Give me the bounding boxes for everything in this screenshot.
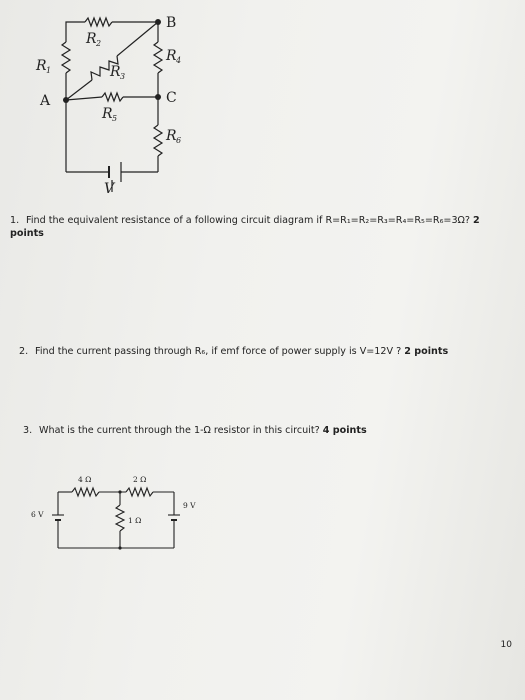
label-6-volt: 6 V	[31, 510, 44, 519]
label-c: C	[166, 90, 177, 106]
node-a	[63, 97, 69, 103]
page-number: 10	[500, 640, 512, 650]
question-number: 1.	[10, 215, 20, 226]
question-points: 4 points	[322, 425, 367, 436]
label-r2: R	[86, 31, 97, 47]
label-1-ohm: 1 Ω	[128, 516, 142, 525]
circuit-diagram-1	[0, 0, 525, 210]
label-r1-sub: 1	[46, 66, 52, 75]
question-number: 2.	[19, 346, 29, 357]
label-r3: R	[110, 64, 121, 80]
label-r3-sub: 3	[120, 72, 126, 81]
label-a: A	[40, 93, 51, 109]
label-2-ohm: 2 Ω	[133, 475, 147, 484]
node-b	[155, 19, 161, 25]
label-r6: R	[166, 128, 177, 144]
question-1	[10, 214, 515, 240]
question-number: 3.	[23, 425, 33, 436]
label-4-ohm: 4 Ω	[78, 475, 92, 484]
question-points: 2 points	[404, 346, 449, 357]
question-2	[19, 345, 509, 358]
label-r4: R	[166, 48, 177, 64]
question-3	[23, 424, 513, 437]
label-r4-sub: 4	[176, 56, 182, 65]
label-r5: R	[102, 106, 113, 122]
question-text: What is the current through the 1-Ω resistor in this circuit?	[39, 425, 320, 436]
label-9-volt: 9 V	[183, 501, 196, 510]
question-text: Find the equivalent resistance of a following circuit diagram if R=R₁=R₂=R₃=R₄=R₅=R₆=3Ω?	[26, 215, 470, 226]
label-r1: R	[36, 58, 47, 74]
label-r5-sub: 5	[112, 114, 118, 123]
label-v: V	[104, 181, 115, 197]
label-r6-sub: 6	[176, 136, 182, 145]
question-points: 2 points	[10, 215, 480, 239]
question-text: Find the current passing through R₆, if emf force of power supply is V=12V ?	[35, 346, 402, 357]
node-c	[155, 94, 161, 100]
label-r2-sub: 2	[96, 39, 102, 48]
label-b: B	[166, 15, 177, 31]
